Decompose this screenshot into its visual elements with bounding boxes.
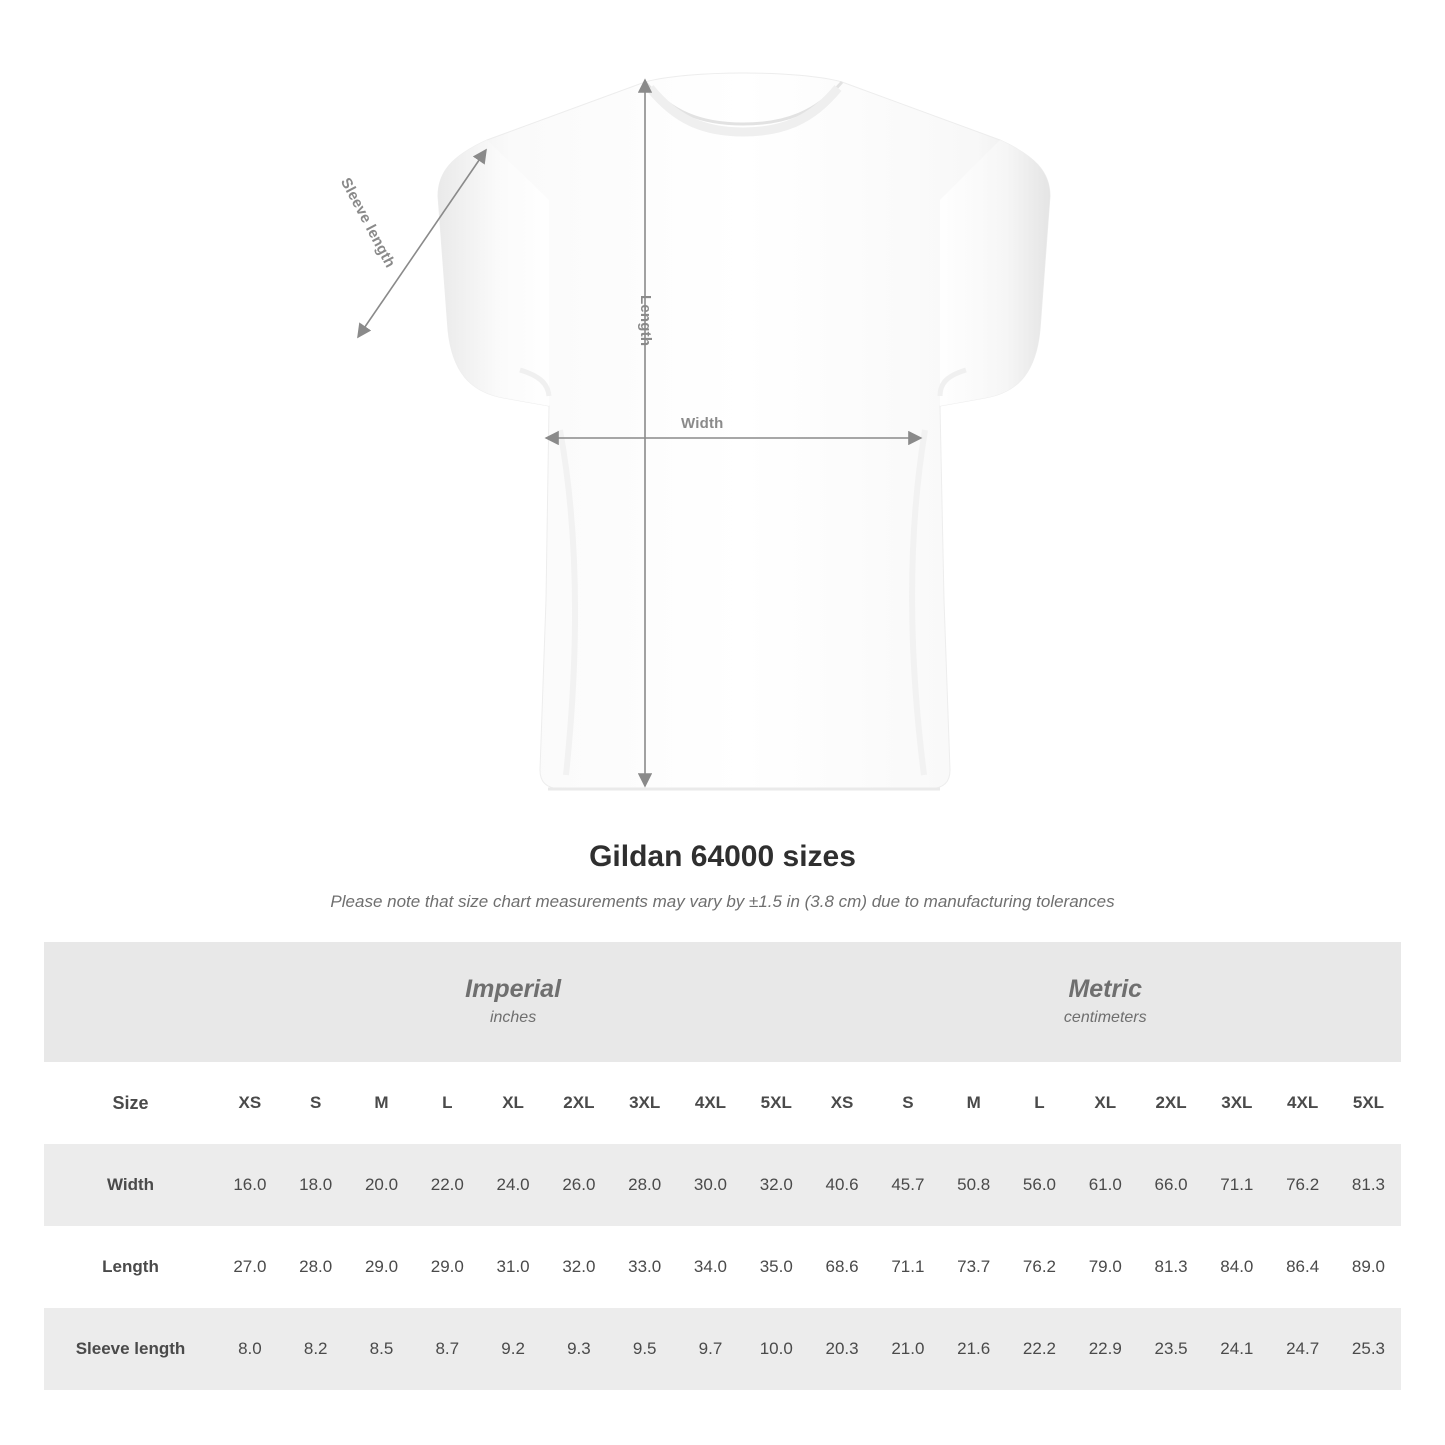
page-title: Gildan 64000 sizes xyxy=(589,840,856,873)
cell-width-imperial-l: 22.0 xyxy=(414,1144,480,1226)
cell-length-imperial-2xl: 32.0 xyxy=(546,1226,612,1308)
cell-width-metric-xl: 61.0 xyxy=(1072,1144,1138,1226)
cell-width-imperial-s: 18.0 xyxy=(283,1144,349,1226)
cell-sleeve-imperial-xs: 8.0 xyxy=(217,1308,283,1390)
cell-sleeve-imperial-l: 8.7 xyxy=(414,1308,480,1390)
cell-sleeve-metric-5xl: 25.3 xyxy=(1336,1308,1402,1390)
cell-width-metric-s: 45.7 xyxy=(875,1144,941,1226)
length-label: Length xyxy=(637,295,654,347)
cell-width-metric-5xl: 81.3 xyxy=(1336,1144,1402,1226)
column-header-imperial-3xl: 3XL xyxy=(612,1062,678,1144)
column-header-imperial-s: S xyxy=(283,1062,349,1144)
cell-width-metric-m: 50.8 xyxy=(941,1144,1007,1226)
cell-sleeve-metric-l: 22.2 xyxy=(1007,1308,1073,1390)
column-header-metric-5xl: 5XL xyxy=(1336,1062,1402,1144)
cell-sleeve-imperial-s: 8.2 xyxy=(283,1308,349,1390)
cell-width-imperial-4xl: 30.0 xyxy=(678,1144,744,1226)
column-header-metric-m: M xyxy=(941,1062,1007,1144)
metric-title: Metric xyxy=(1068,974,1143,1003)
cell-sleeve-imperial-4xl: 9.7 xyxy=(678,1308,744,1390)
column-header-size: Size xyxy=(44,1062,217,1144)
cell-sleeve-imperial-5xl: 10.0 xyxy=(743,1308,809,1390)
cell-length-metric-l: 76.2 xyxy=(1007,1226,1073,1308)
cell-length-imperial-s: 28.0 xyxy=(283,1226,349,1308)
cell-width-imperial-xl: 24.0 xyxy=(480,1144,546,1226)
row-label-sleeve-length: Sleeve length xyxy=(44,1308,217,1390)
cell-sleeve-imperial-2xl: 9.3 xyxy=(546,1308,612,1390)
column-header-metric-2xl: 2XL xyxy=(1138,1062,1204,1144)
cell-sleeve-imperial-m: 8.5 xyxy=(349,1308,415,1390)
cell-length-imperial-l: 29.0 xyxy=(414,1226,480,1308)
column-header-imperial-xl: XL xyxy=(480,1062,546,1144)
column-header-metric-xs: XS xyxy=(809,1062,875,1144)
cell-length-metric-4xl: 86.4 xyxy=(1270,1226,1336,1308)
cell-length-metric-3xl: 84.0 xyxy=(1204,1226,1270,1308)
column-header-metric-xl: XL xyxy=(1072,1062,1138,1144)
cell-width-imperial-m: 20.0 xyxy=(349,1144,415,1226)
cell-width-metric-2xl: 66.0 xyxy=(1138,1144,1204,1226)
column-header-imperial-xs: XS xyxy=(217,1062,283,1144)
column-header-imperial-m: M xyxy=(349,1062,415,1144)
cell-length-metric-xs: 68.6 xyxy=(809,1226,875,1308)
cell-length-imperial-xl: 31.0 xyxy=(480,1226,546,1308)
cell-width-imperial-3xl: 28.0 xyxy=(612,1144,678,1226)
cell-width-metric-xs: 40.6 xyxy=(809,1144,875,1226)
cell-sleeve-metric-m: 21.6 xyxy=(941,1308,1007,1390)
unit-header-imperial xyxy=(217,942,809,1062)
tshirt-shape xyxy=(438,73,1050,789)
cell-sleeve-metric-s: 21.0 xyxy=(875,1308,941,1390)
cell-width-imperial-5xl: 32.0 xyxy=(743,1144,809,1226)
unit-header-row xyxy=(44,942,1401,1062)
row-label-length: Length xyxy=(44,1226,217,1308)
cell-length-metric-s: 71.1 xyxy=(875,1226,941,1308)
imperial-subtitle: inches xyxy=(489,1008,537,1026)
cell-length-imperial-xs: 27.0 xyxy=(217,1226,283,1308)
column-header-metric-3xl: 3XL xyxy=(1204,1062,1270,1144)
cell-width-imperial-2xl: 26.0 xyxy=(546,1144,612,1226)
imperial-title: Imperial xyxy=(465,974,562,1003)
cell-length-imperial-m: 29.0 xyxy=(349,1226,415,1308)
table-row xyxy=(44,1308,1401,1390)
cell-sleeve-metric-3xl: 24.1 xyxy=(1204,1308,1270,1390)
unit-header-metric xyxy=(809,942,1401,1062)
cell-length-imperial-3xl: 33.0 xyxy=(612,1226,678,1308)
cell-length-metric-5xl: 89.0 xyxy=(1336,1226,1402,1308)
size-table xyxy=(44,942,1401,1390)
cell-length-metric-2xl: 81.3 xyxy=(1138,1226,1204,1308)
column-header-imperial-2xl: 2XL xyxy=(546,1062,612,1144)
cell-length-metric-m: 73.7 xyxy=(941,1226,1007,1308)
size-table-wrapper xyxy=(44,942,1401,1390)
cell-width-metric-l: 56.0 xyxy=(1007,1144,1073,1226)
cell-length-imperial-5xl: 35.0 xyxy=(743,1226,809,1308)
column-header-metric-l: L xyxy=(1007,1062,1073,1144)
table-row xyxy=(44,1226,1401,1308)
cell-width-imperial-xs: 16.0 xyxy=(217,1144,283,1226)
cell-sleeve-metric-4xl: 24.7 xyxy=(1270,1308,1336,1390)
column-header-imperial-4xl: 4XL xyxy=(678,1062,744,1144)
column-header-metric-4xl: 4XL xyxy=(1270,1062,1336,1144)
sleeve-length-label: Sleeve length xyxy=(336,175,399,271)
width-label: Width xyxy=(681,415,724,432)
cell-sleeve-metric-xs: 20.3 xyxy=(809,1308,875,1390)
cell-length-metric-xl: 79.0 xyxy=(1072,1226,1138,1308)
row-label-width: Width xyxy=(44,1144,217,1226)
column-header-imperial-5xl: 5XL xyxy=(743,1062,809,1144)
tolerance-note: Please note that size chart measurements may vary by ±1.5 in (3.8 cm) due to manufacturing tolerances xyxy=(330,892,1115,911)
column-header-metric-s: S xyxy=(875,1062,941,1144)
column-header-imperial-l: L xyxy=(414,1062,480,1144)
cell-width-metric-4xl: 76.2 xyxy=(1270,1144,1336,1226)
table-row xyxy=(44,1144,1401,1226)
metric-subtitle: centimeters xyxy=(1063,1008,1147,1026)
cell-length-imperial-4xl: 34.0 xyxy=(678,1226,744,1308)
size-header-row xyxy=(44,1062,1401,1144)
cell-sleeve-metric-xl: 22.9 xyxy=(1072,1308,1138,1390)
cell-sleeve-imperial-3xl: 9.5 xyxy=(612,1308,678,1390)
cell-sleeve-metric-2xl: 23.5 xyxy=(1138,1308,1204,1390)
cell-width-metric-3xl: 71.1 xyxy=(1204,1144,1270,1226)
unit-header-spacer xyxy=(44,942,217,1062)
cell-sleeve-imperial-xl: 9.2 xyxy=(480,1308,546,1390)
